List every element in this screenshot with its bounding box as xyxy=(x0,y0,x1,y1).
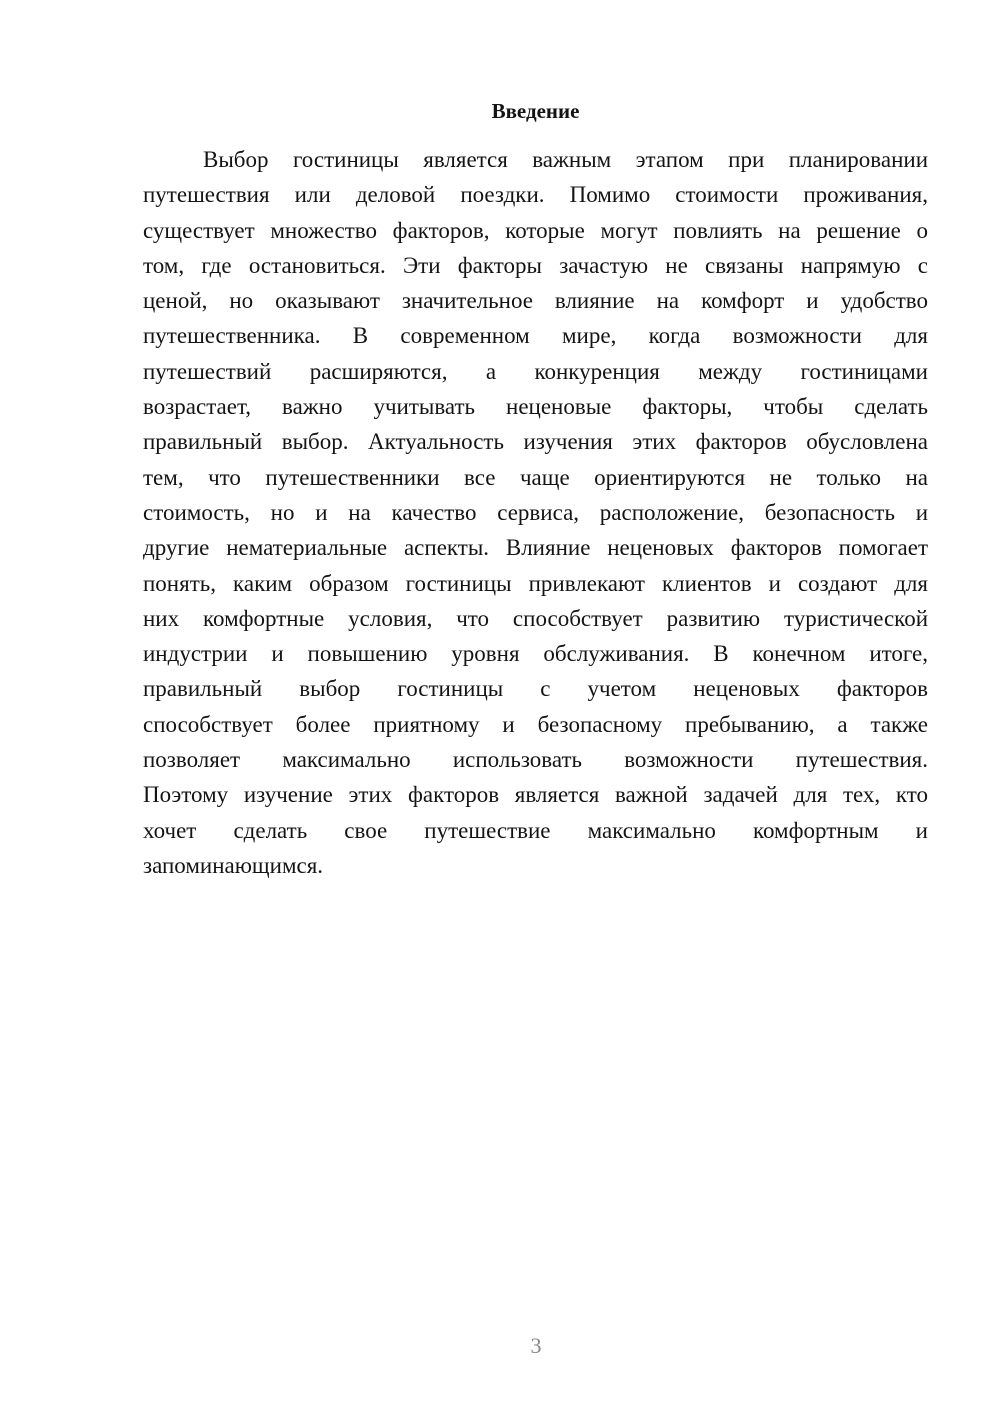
paragraph-line: путешествий расширяются, а конкуренция между гостиницами xyxy=(143,358,928,384)
paragraph-line: хочет сделать свое путешествие максимально комфортным и xyxy=(143,817,928,843)
paragraph-line: стоимость, но и на качество сервиса, расположение, безопасность и xyxy=(143,499,928,525)
paragraph-line: Выбор гостиницы является важным этапом при планировании xyxy=(203,147,928,172)
paragraph-line: индустрии и повышению уровня обслуживания. В конечном итоге, xyxy=(143,641,928,667)
paragraph-line: позволяет максимально использовать возможности путешествия. xyxy=(143,747,928,773)
paragraph-line: Поэтому изучение этих факторов является важной задачей для тех, кто xyxy=(143,782,928,808)
paragraph-line: них комфортные условия, что способствует развитию туристической xyxy=(143,605,928,631)
paragraph-line: возрастает, важно учитывать неценовые факторы, чтобы сделать xyxy=(143,394,928,420)
paragraph-line: путешествия или деловой поездки. Помимо стоимости проживания, xyxy=(143,182,928,208)
paragraph-line: способствует более приятному и безопасному пребыванию, а также xyxy=(143,711,928,737)
paragraph-line: том, где остановиться. Эти факторы зачастую не связаны напрямую с xyxy=(143,252,928,278)
page-number: 3 xyxy=(530,1333,542,1358)
paragraph-line: путешественника. В современном мире, когда возможности для xyxy=(143,323,928,349)
paragraph-line: запоминающимся. xyxy=(143,852,324,878)
paragraph-line: правильный выбор. Актуальность изучения этих факторов обусловлена xyxy=(143,429,928,455)
body-paragraph xyxy=(143,142,928,883)
paragraph-line: ценой, но оказывают значительное влияние на комфорт и удобство xyxy=(143,288,928,314)
paragraph-line: понять, каким образом гостиницы привлекают клиентов и создают для xyxy=(143,570,928,596)
paragraph-line: тем, что путешественники все чаще ориентируются не только на xyxy=(143,464,928,490)
section-heading: Введение xyxy=(491,99,580,123)
paragraph-line: другие нематериальные аспекты. Влияние неценовых факторов помогает xyxy=(143,535,928,561)
paragraph-line: правильный выбор гостиницы с учетом неценовых факторов xyxy=(143,676,928,702)
paragraph-line: существует множество факторов, которые могут повлиять на решение о xyxy=(143,217,928,243)
